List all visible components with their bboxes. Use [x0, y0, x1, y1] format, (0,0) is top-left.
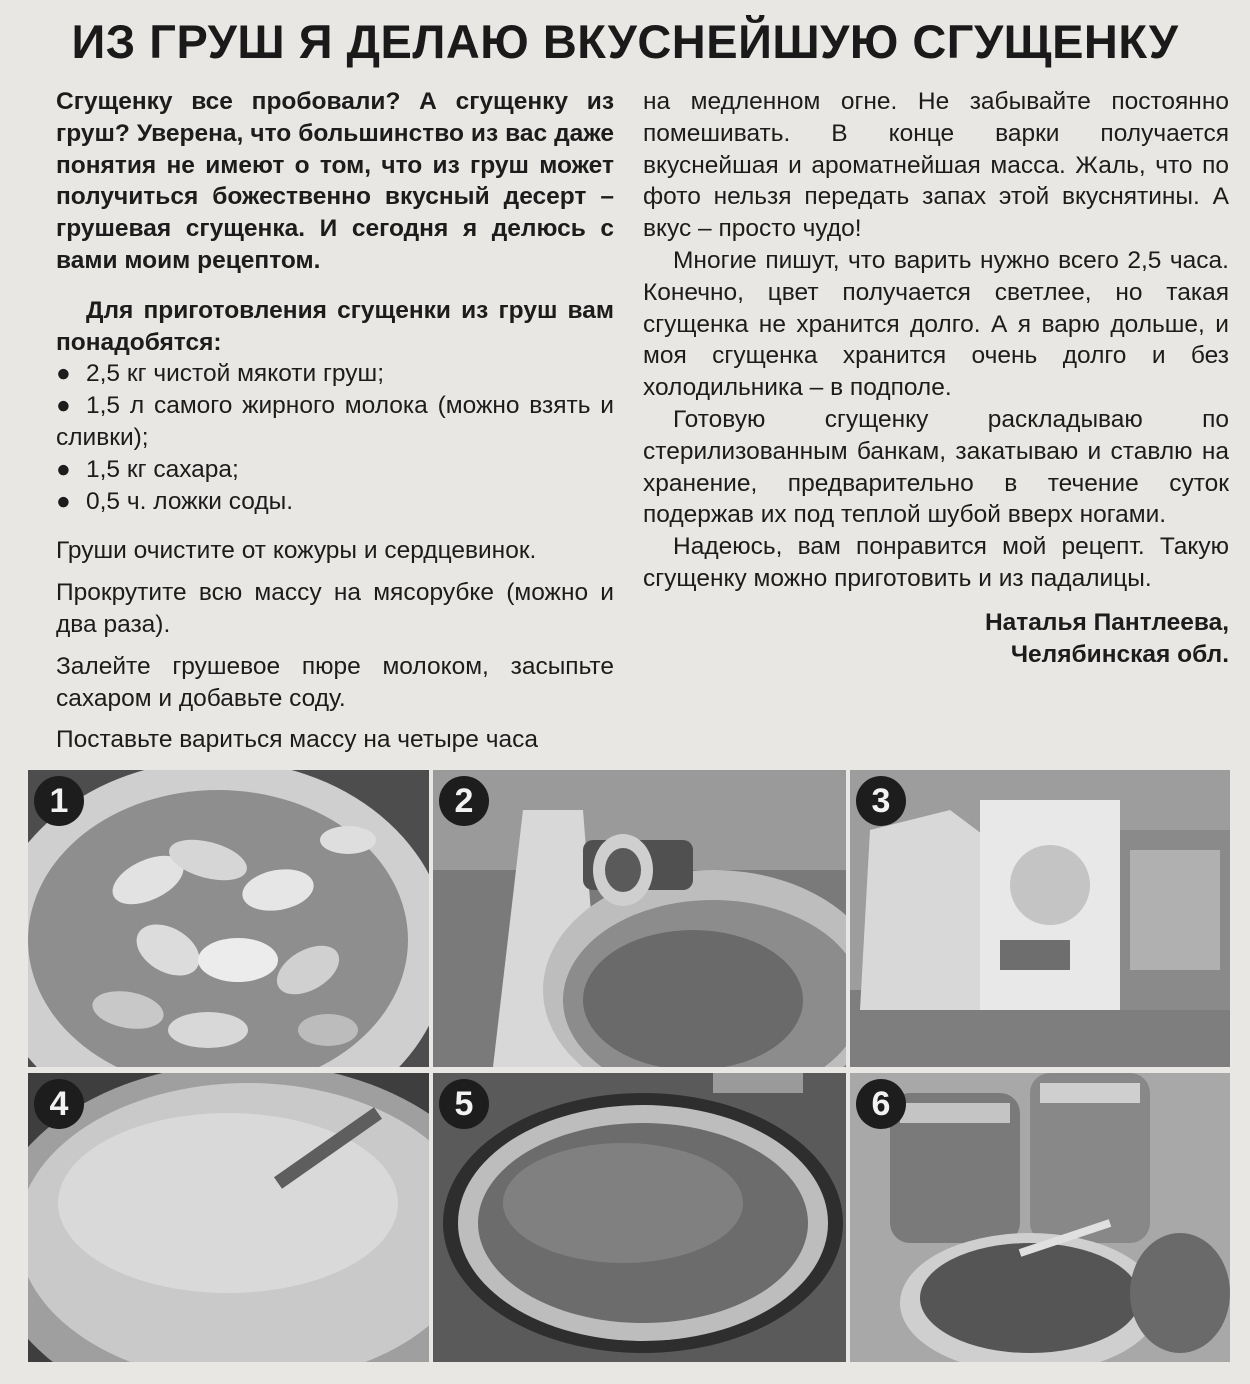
- right-column: [643, 86, 1229, 670]
- step-paragraph: Прокрутите всю массу на мясорубке (можно и два раза).: [56, 579, 614, 638]
- step-paragraph: Залейте грушевое пюре молоком, засыпьте сахаром и добавьте соду.: [56, 652, 614, 712]
- photo-grid: [28, 770, 1230, 1364]
- photo-meat-grinder: [433, 770, 846, 1067]
- jars-bowl-image: [850, 1073, 1230, 1362]
- photo-puree-with-milk: [28, 1073, 429, 1362]
- cooking-pot-image: [433, 1073, 846, 1362]
- bullet-icon: ●: [56, 360, 71, 388]
- step-paragraph-continued: на медленном огне. Не забывайте постоянно помешивать. В конце варки получается вкуснейшая и ароматнейшая масса. Жаль, что по фото нельзя передать запах этой вкуснятины. А вкус – просто чудо!: [643, 88, 1229, 243]
- ingredient-item: ● 1,5 кг сахара;: [56, 454, 614, 486]
- photo-number-badge: 2: [439, 776, 489, 826]
- storage-paragraph: Готовую сгущенку раскладываю по стерилизованным банкам, закатываю и ставлю на хранение, предварительно в течение суток подержав их под теплой шубой вверх ногами.: [643, 405, 1229, 529]
- lead-paragraph: Сгущенку все пробовали? А сгущенку из груш? Уверена, что большинство из вас даже понятия не имеют о том, что из груш может получиться божественно вкусный десерт – грушевая сгущенка. И сегодня я делюсь с вами моим рецептом.: [56, 88, 614, 274]
- closing-paragraph: Надеюсь, вам понравится мой рецепт. Такую сгущенку можно приготовить и из падалицы.: [643, 533, 1229, 592]
- ingredients-heading: Для приготовления сгущенки из груш вам понадобятся:: [56, 296, 614, 356]
- step-paragraph: Груши очистите от кожуры и сердцевинок.: [56, 537, 537, 565]
- author-signature: [643, 607, 1229, 671]
- photo-milk-packages: [850, 770, 1230, 1067]
- cooking-paragraph: Многие пишут, что варить нужно всего 2,5 часа. Конечно, цвет получается светлее, но такая сгущенка не хранится долго. А я варю дольше, и моя сгущенка хранится очень долго и без холодильника – в подполе.: [643, 246, 1229, 402]
- ingredient-item: ● 1,5 л самого жирного молока (можно взять и сливки);: [56, 392, 614, 451]
- author-region: Челябинская обл.: [1010, 640, 1229, 668]
- ingredient-item: ● 0,5 ч. ложки соды.: [56, 486, 614, 518]
- step-paragraph-start: Поставьте вариться массу на четыре часа: [56, 726, 539, 754]
- milk-packages-image: [850, 770, 1230, 1067]
- left-column: [56, 86, 614, 756]
- bullet-icon: ●: [56, 487, 71, 515]
- ingredients-list: [56, 358, 614, 517]
- ingredient-item: ● 2,5 кг чистой мякоти груш;: [56, 358, 614, 390]
- photo-jars-and-bowl: [850, 1073, 1230, 1362]
- puree-pot-image: [28, 1073, 429, 1362]
- pears-bowl-image: [28, 770, 429, 1067]
- photo-number-badge: 4: [34, 1079, 84, 1129]
- author-name: Наталья Пантлеева,: [984, 608, 1229, 636]
- article-title: ИЗ ГРУШ Я ДЕЛАЮ ВКУСНЕЙШУЮ СГУЩЕНКУ: [71, 15, 1179, 68]
- photo-number-badge: 1: [34, 776, 84, 826]
- bullet-icon: ●: [56, 392, 71, 420]
- photo-sliced-pears: [28, 770, 429, 1067]
- photo-cooking-pot: [433, 1073, 846, 1362]
- photo-number-badge: 6: [856, 1079, 906, 1129]
- photo-number-badge: 3: [856, 776, 906, 826]
- meat-grinder-image: [433, 770, 846, 1067]
- bullet-icon: ●: [56, 455, 71, 483]
- photo-number-badge: 5: [439, 1079, 489, 1129]
